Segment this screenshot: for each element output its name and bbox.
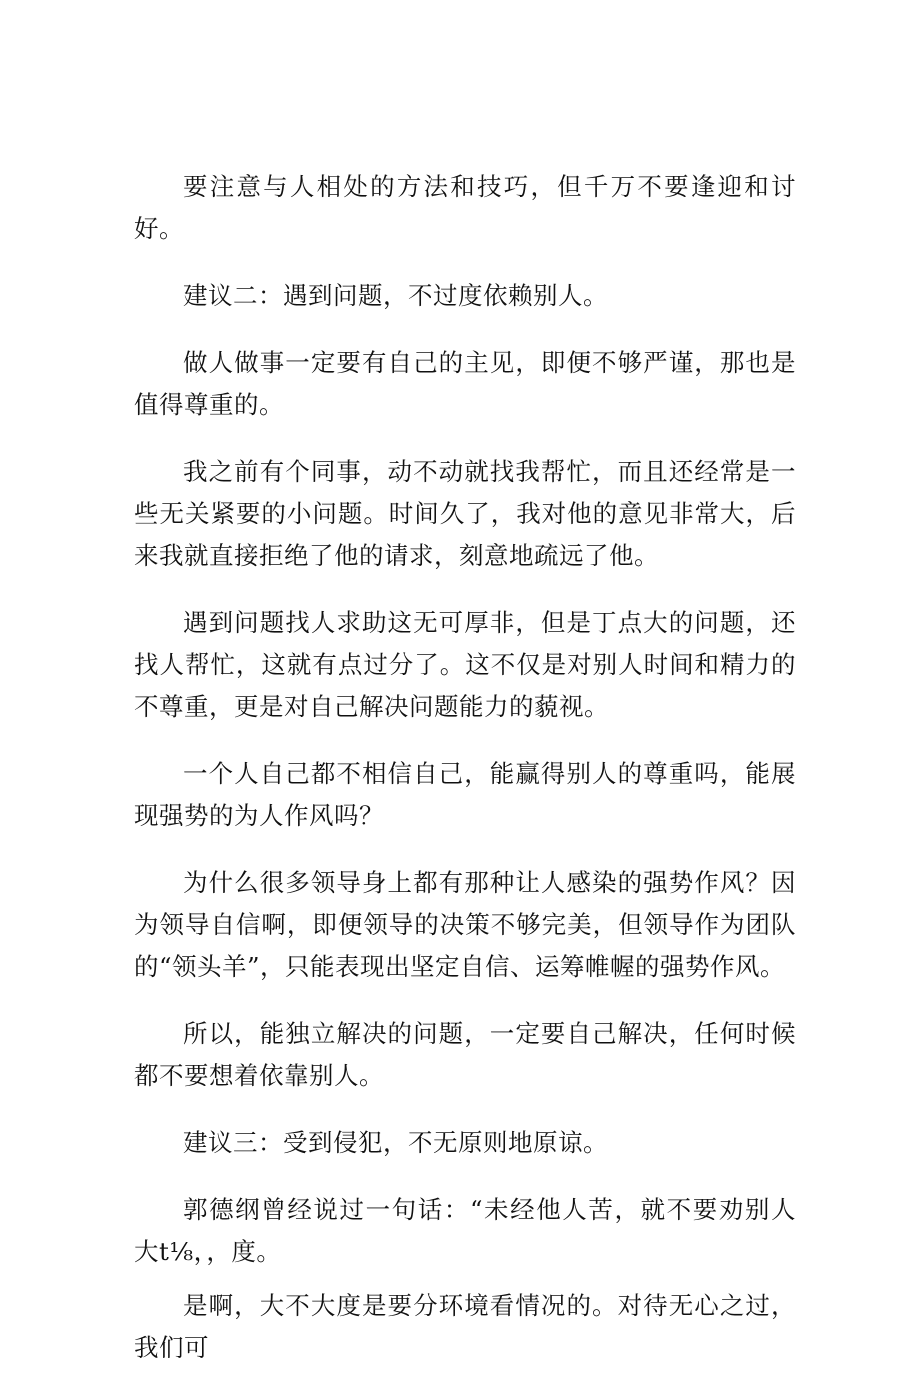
paragraph-8: 所以，能独立解决的问题，一定要自己解决，任何时候都不要想着依靠别人。 bbox=[134, 1019, 796, 1090]
paragraph-10-quote: 郭德纲曾经说过一句话：“未经他人苦，就不要劝别人大t⅛，，度。 bbox=[134, 1195, 796, 1266]
paragraph-1: 要注意与人相处的方法和技巧，但千万不要逢迎和讨好。 bbox=[134, 172, 796, 243]
paragraph-5: 遇到问题找人求助这无可厚非，但是丁点大的问题，还找人帮忙，这就有点过分了。这不仅是对别人时间和精力的不尊重，更是对自己解决问题能力的藐视。 bbox=[134, 608, 796, 721]
paragraph-7: 为什么很多领导身上都有那种让人感染的强势作风？因为领导自信啊，即便领导的决策不够完美，但领导作为团队的“领头羊”，只能表现出坚定自信、运筹帷幄的强势作风。 bbox=[134, 868, 796, 981]
paragraph-4: 我之前有个同事，动不动就找我帮忙，而且还经常是一些无关紧要的小问题。时间久了，我对他的意见非常大，后来我就直接拒绝了他的请求，刻意地疏远了他。 bbox=[134, 457, 796, 570]
document-body bbox=[134, 166, 796, 1394]
paragraph-9-heading: 建议三：受到侵犯，不无原则地原谅。 bbox=[183, 1128, 608, 1157]
paragraph-6: 一个人自己都不相信自己，能赢得别人的尊重吗，能展现强势的为人作风吗？ bbox=[134, 759, 796, 830]
paragraph-3: 做人做事一定要有自己的主见，即便不够严谨，那也是值得尊重的。 bbox=[134, 348, 796, 419]
paragraph-2-heading: 建议二：遇到问题，不过度依赖别人。 bbox=[183, 281, 608, 310]
paragraph-11: 是啊，大不大度是要分环境看情况的。对待无心之过，我们可 bbox=[134, 1291, 796, 1362]
